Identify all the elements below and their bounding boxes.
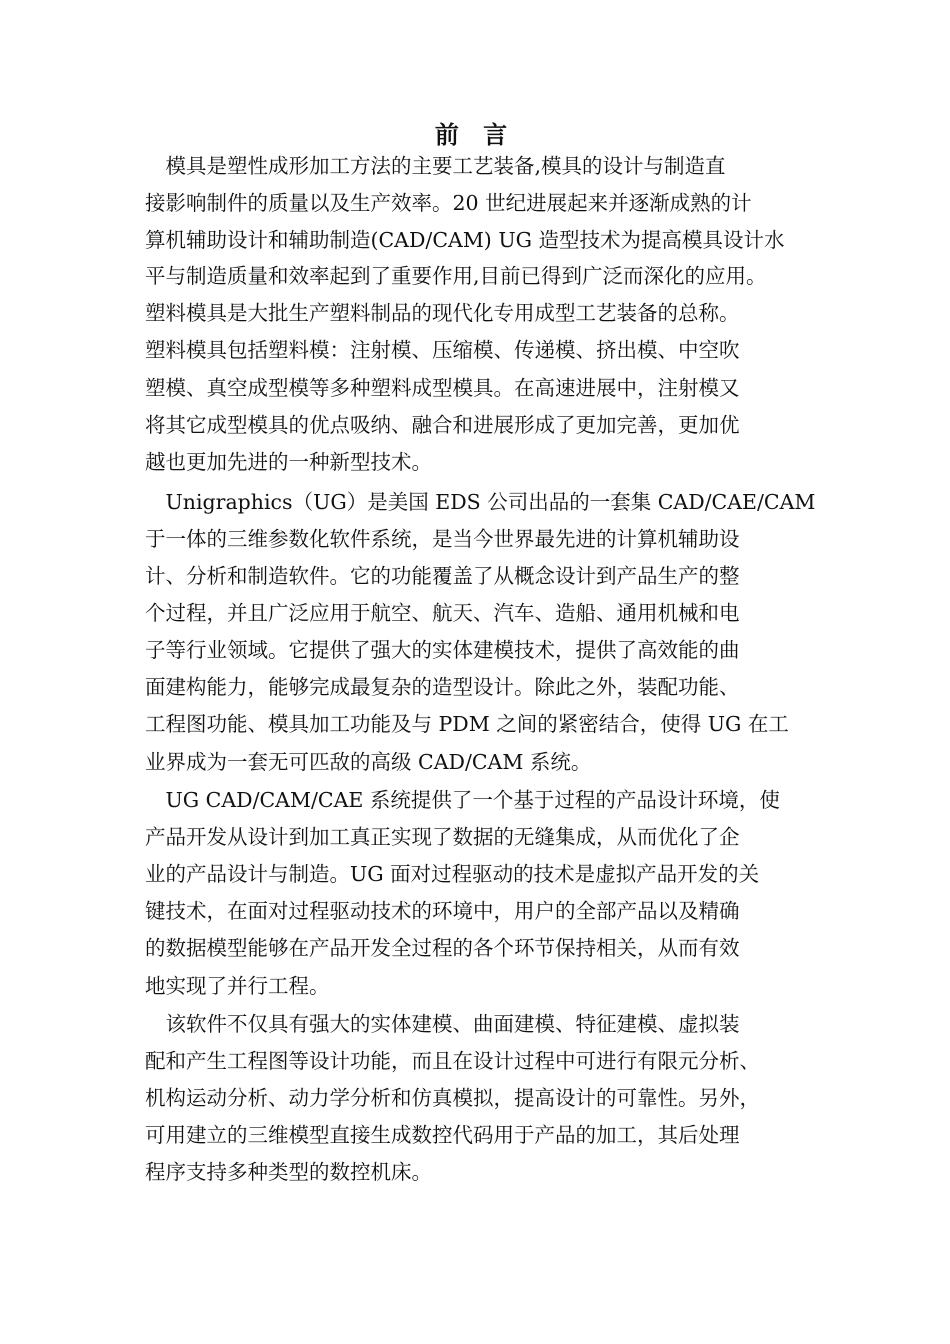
body-line: 越也更加先进的一种新型技术。 <box>145 450 432 474</box>
body-line: 接影响制件的质量以及生产效率。20 世纪进展起来并逐渐成熟的计 <box>145 191 752 215</box>
body-line: 子等行业领域。它提供了强大的实体建模技术，提供了高效能的曲 <box>145 638 740 662</box>
body-line: 机构运动分析、动力学分析和仿真模拟，提高设计的可靠性。另外， <box>145 1086 760 1110</box>
body-line: 塑模、真空成型模等多种塑料成型模具。在高速进展中，注射模又 <box>145 376 740 400</box>
body-line: 面建构能力，能够完成最复杂的造型设计。除此之外，装配功能、 <box>145 675 740 699</box>
body-line: 程序支持多种类型的数控机床。 <box>145 1160 432 1184</box>
body-line: 地实现了并行工程。 <box>145 974 330 998</box>
body-line: 配和产生工程图等设计功能，而且在设计过程中可进行有限元分析、 <box>145 1049 760 1073</box>
body-line: 该软件不仅具有强大的实体建模、曲面建模、特征建模、虚拟装 <box>145 1012 740 1036</box>
page-title: 前 言 <box>434 120 516 149</box>
body-line: 业界成为一套无可匹敌的高级 CAD/CAM 系统。 <box>145 750 592 774</box>
body-line: 的数据模型能够在产品开发全过程的各个环节保持相关，从而有效 <box>145 936 740 960</box>
body-line: 键技术，在面对过程驱动技术的环境中，用户的全部产品以及精确 <box>145 899 740 923</box>
body-line: UG CAD/CAM/CAE 系统提供了一个基于过程的产品设计环境，使 <box>145 788 780 812</box>
body-line: 平与制造质量和效率起到了重要作用,目前已得到广泛而深化的应用。 <box>145 264 767 288</box>
body-line: 工程图功能、模具加工功能及与 PDM 之间的紧密结合，使得 UG 在工 <box>145 712 789 736</box>
body-line: Unigraphics（UG）是美国 EDS 公司出品的一套集 CAD/CAE/CAM <box>145 490 816 514</box>
body-line: 业的产品设计与制造。UG 面对过程驱动的技术是虚拟产品开发的关 <box>145 862 760 886</box>
body-line: 计、分析和制造软件。它的功能覆盖了从概念设计到产品生产的整 <box>145 564 740 588</box>
body-line: 算机辅助设计和辅助制造(CAD/CAM) UG 造型技术为提高模具设计水 <box>145 228 785 252</box>
body-line: 塑料模具包括塑料模：注射模、压缩模、传递模、挤出模、中空吹 <box>145 338 740 362</box>
body-line: 塑料模具是大批生产塑料制品的现代化专用成型工艺装备的总称。 <box>145 301 740 325</box>
body-line: 于一体的三维参数化软件系统，是当今世界最先进的计算机辅助设 <box>145 527 740 551</box>
body-line: 可用建立的三维模型直接生成数控代码用于产品的加工，其后处理 <box>145 1123 740 1147</box>
body-line: 产品开发从设计到加工真正实现了数据的无缝集成，从而优化了企 <box>145 825 740 849</box>
body-line: 个过程，并且广泛应用于航空、航天、汽车、造船、通用机械和电 <box>145 601 740 625</box>
body-line: 模具是塑性成形加工方法的主要工艺装备,模具的设计与制造直 <box>145 154 726 178</box>
body-line: 将其它成型模具的优点吸纳、融合和进展形成了更加完善，更加优 <box>145 413 740 437</box>
